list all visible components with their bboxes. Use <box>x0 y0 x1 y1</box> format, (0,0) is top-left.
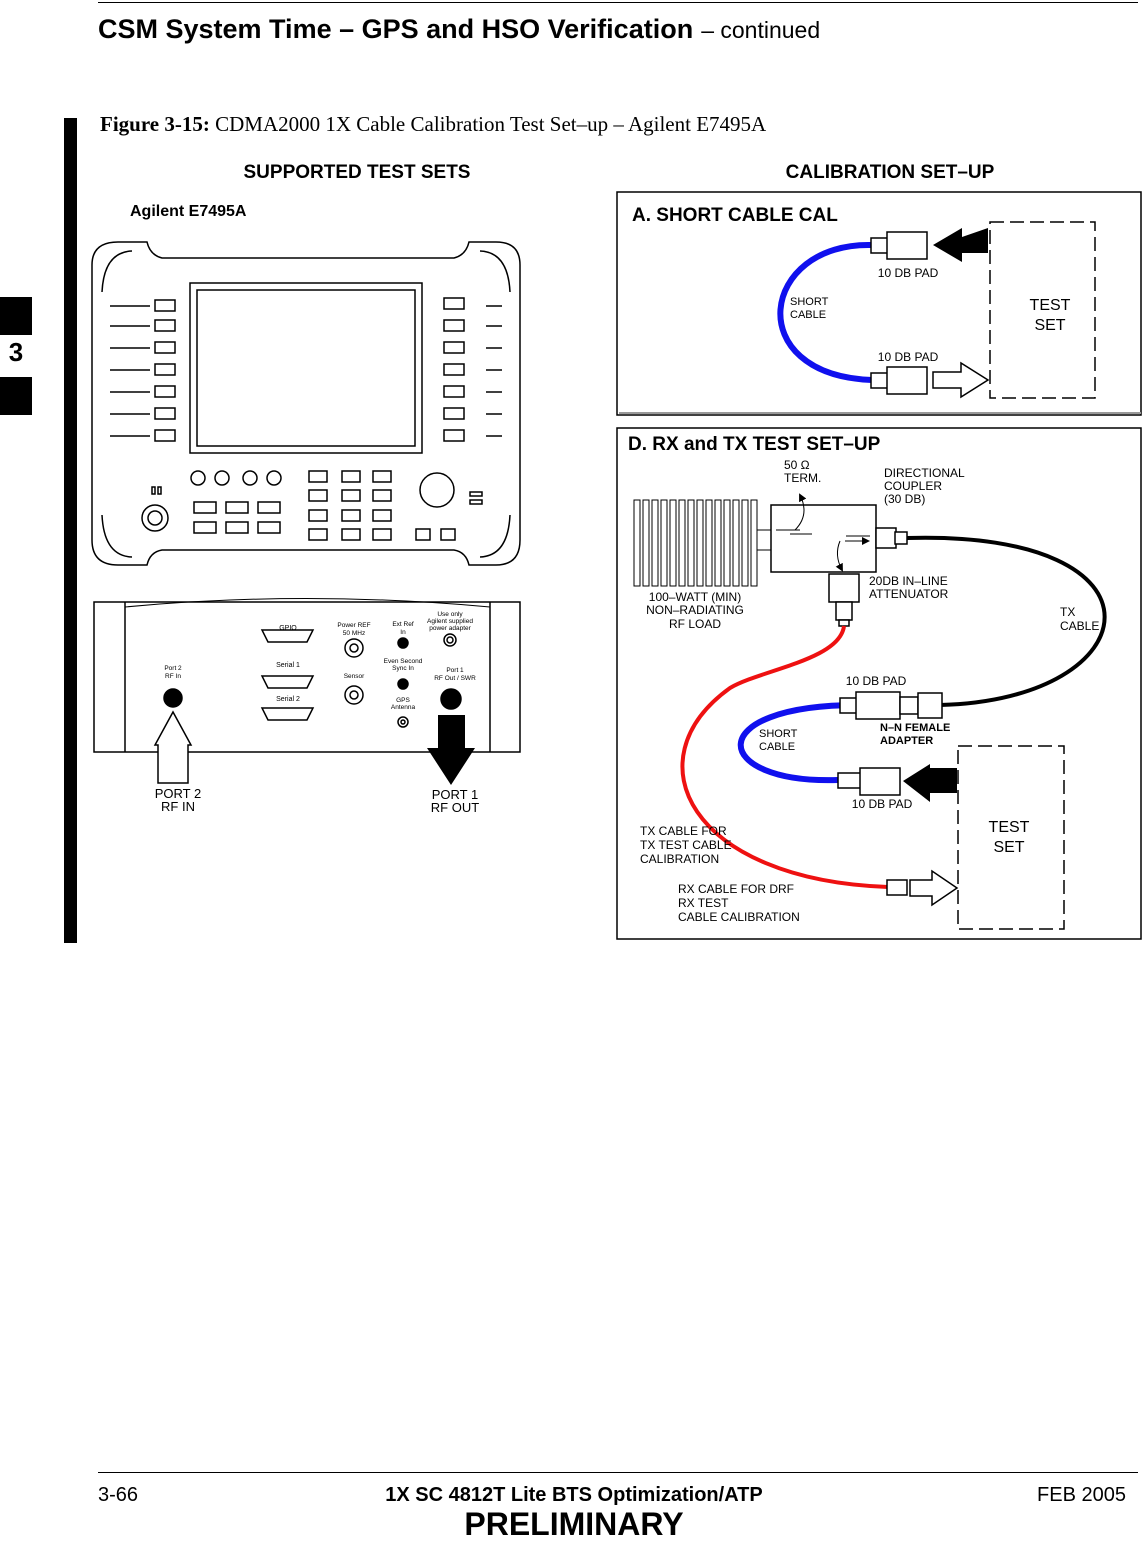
use-only-label-2: Agilent supplied <box>427 618 473 625</box>
coupler-label-1: DIRECTIONAL <box>884 466 965 480</box>
panel-d-test-set-2: SET <box>993 839 1025 856</box>
calibration-setup-heading: CALIBRATION SET–UP <box>785 162 995 183</box>
nn-female-adapter <box>918 693 942 718</box>
tx-cal-label-1: TX CABLE FOR <box>640 824 727 838</box>
panel-d-pad-top-label: 10 DB PAD <box>845 674 907 688</box>
port1-label-2: RF OUT <box>430 800 480 815</box>
panel-a-title: A. SHORT CABLE CAL <box>632 205 838 226</box>
figure-caption-text: CDMA2000 1X Cable Calibration Test Set–up – Agilent E7495A <box>215 112 767 136</box>
rf-load-label-3: RF LOAD <box>668 617 722 631</box>
port1-small-label-2: RF Out / SWR <box>434 675 476 682</box>
panel-d-test-set-1: TEST <box>988 819 1030 836</box>
adapter-label-1: N–N FEMALE <box>880 722 951 734</box>
panel-a-test-set-2: SET <box>1034 317 1066 334</box>
panel-d-short-cable-label-1: SHORT <box>759 728 798 740</box>
rx-cal-label-3: CABLE CALIBRATION <box>678 910 800 924</box>
attenuator-label-1: 20DB IN–LINE <box>869 574 948 588</box>
rx-cal-label-2: RX TEST <box>678 896 729 910</box>
even-second-label-2: Sync In <box>392 665 414 672</box>
footer-date: FEB 2005 <box>1037 1484 1126 1506</box>
instrument-front-panel <box>92 242 520 565</box>
footer-rule <box>98 1472 1138 1473</box>
instrument-name: Agilent E7495A <box>130 203 247 220</box>
tx-cable-label-2: CABLE <box>1060 619 1100 633</box>
port2-label-2: RF IN <box>161 799 195 814</box>
right-softkeys <box>444 298 502 441</box>
panel-d-pad-bottom <box>860 768 900 795</box>
coupler-label-3: (30 DB) <box>884 492 926 506</box>
gps-label-1: GPS <box>396 697 410 704</box>
port2-arrow <box>155 712 191 783</box>
panel-d-arrow-out <box>910 871 957 905</box>
panel-d-pad-top <box>856 692 900 719</box>
ext-ref-label-1: Ext Ref <box>392 621 414 628</box>
port1-small-label-1: Port 1 <box>446 667 464 674</box>
panel-d-short-cable-label-2: CABLE <box>759 741 796 753</box>
panel-a-pad-top <box>887 232 927 259</box>
footer-document-title: 1X SC 4812T Lite BTS Optimization/ATP <box>385 1484 763 1506</box>
port2-small-label-1: Port 2 <box>164 665 182 672</box>
header-continued: – continued <box>701 17 821 43</box>
footer-page-number: 3-66 <box>98 1484 139 1506</box>
panel-a-arrow-in <box>933 228 988 262</box>
rx-cal-label-1: RX CABLE FOR DRF <box>678 882 795 896</box>
rf-load-label-1: 100–WATT (MIN) <box>648 590 742 604</box>
gpio-label: GPIO <box>279 625 297 632</box>
use-only-label-3: power adapter <box>429 625 471 632</box>
header-title-text: CSM System Time – GPS and HSO Verification <box>98 14 694 44</box>
attenuator-label-2: ATTENUATOR <box>869 587 949 601</box>
rf-load-label-2: NON–RADIATING <box>646 603 744 617</box>
ext-ref-label-2: In <box>400 629 406 636</box>
port2-label-1: PORT 2 <box>154 786 202 801</box>
figure-number: Figure 3-15: <box>100 112 210 136</box>
chapter-tab-number: 3 <box>8 337 24 367</box>
left-softkeys <box>110 300 175 441</box>
even-second-label-1: Even Second <box>383 658 423 665</box>
panel-a-short-cable-cal <box>617 192 1141 415</box>
gps-label-2: Antenna <box>390 704 416 711</box>
port1-arrow <box>427 715 475 785</box>
panel-a-short-cable-label-1: SHORT <box>790 296 829 308</box>
term-label-2: TERM. <box>784 471 822 485</box>
term-label-1: 50 Ω <box>784 458 810 472</box>
panel-d-test-set-box <box>958 746 1064 929</box>
directional-coupler <box>771 505 876 572</box>
power-ref-label-1: Power REF <box>337 622 371 629</box>
rf-load-heatsink <box>634 500 771 586</box>
port1-label-1: PORT 1 <box>431 787 479 802</box>
adapter-label-2: ADAPTER <box>880 735 934 747</box>
serial1-label: Serial 1 <box>276 662 300 669</box>
supported-test-sets-heading: SUPPORTED TEST SETS <box>243 162 471 183</box>
use-only-label-1: Use only <box>437 611 463 618</box>
inline-attenuator <box>829 574 859 602</box>
port2-small-label-2: RF In <box>165 673 181 680</box>
panel-a-pad-bottom <box>887 367 927 394</box>
rear-panel-labels <box>164 611 476 711</box>
panel-a-pad-top-label: 10 DB PAD <box>877 266 939 280</box>
panel-a-test-set-1: TEST <box>1029 297 1071 314</box>
coupler-label-2: COUPLER <box>884 479 943 493</box>
panel-a-arrow-out <box>933 363 988 397</box>
panel-d-title: D. RX and TX TEST SET–UP <box>628 434 881 455</box>
keypad <box>309 471 391 540</box>
panel-d-rx-tx-test-setup <box>617 428 1141 939</box>
tx-cal-label-2: TX TEST CABLE <box>640 838 732 852</box>
tx-cal-label-3: CALIBRATION <box>640 852 720 866</box>
serial2-label: Serial 2 <box>276 696 300 703</box>
panel-a-short-cable-label-2: CABLE <box>790 309 827 321</box>
power-ref-label-2: 50 MHz <box>342 630 366 637</box>
panel-d-pad-bottom-label: 10 DB PAD <box>851 797 913 811</box>
sensor-label: Sensor <box>343 673 365 680</box>
footer-preliminary: PRELIMINARY <box>464 1506 684 1542</box>
panel-a-pad-bottom-label: 10 DB PAD <box>877 350 939 364</box>
tx-cable-label-1: TX <box>1060 605 1076 619</box>
